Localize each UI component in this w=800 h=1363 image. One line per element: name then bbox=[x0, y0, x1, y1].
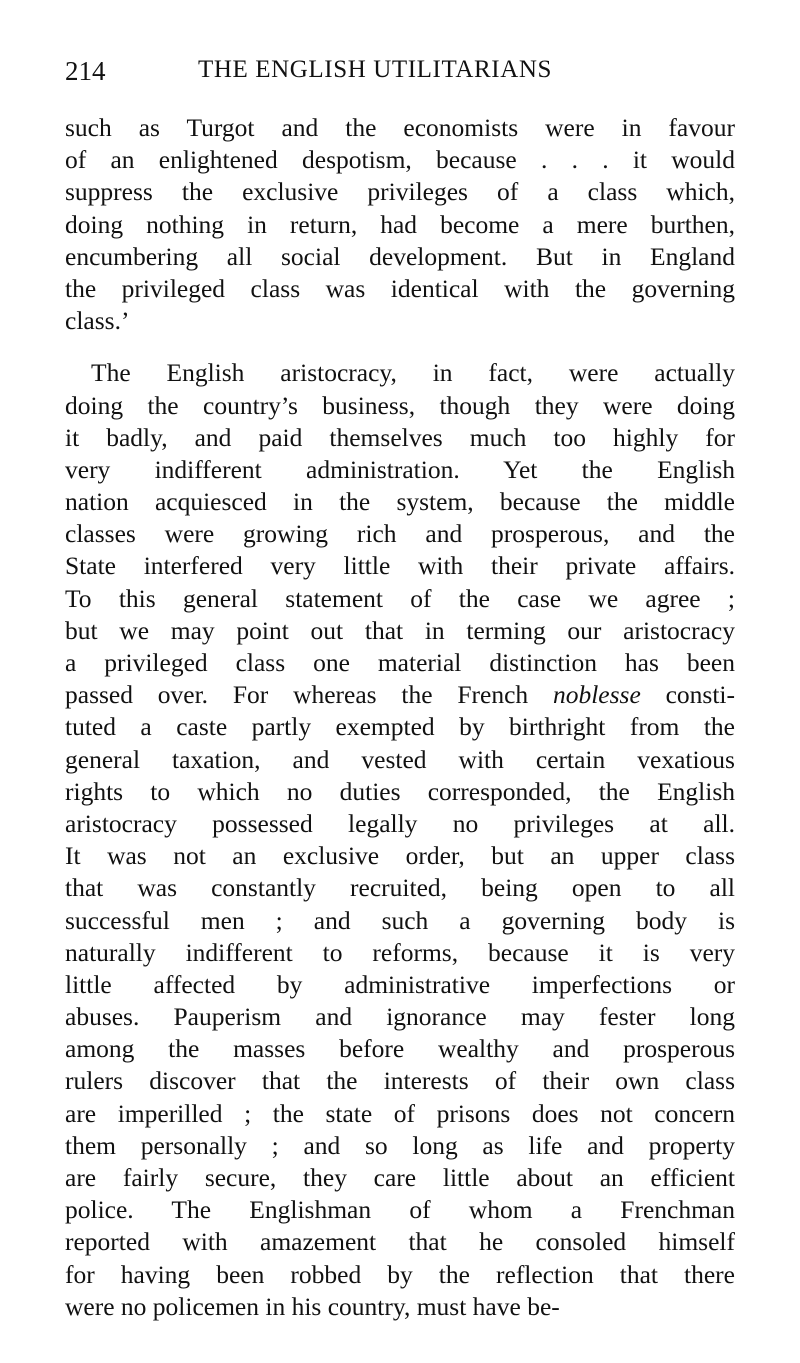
text-line: a privileged class one material distinction has been bbox=[65, 648, 735, 677]
italic-word: noblesse bbox=[552, 680, 641, 710]
text-line: doing nothing in return, had become a mere burthen, bbox=[65, 209, 735, 239]
text-line: rights to which no duties corresponded, the English bbox=[65, 776, 735, 806]
page-body bbox=[65, 112, 735, 1323]
text-line: encumbering all social development. But in England bbox=[65, 241, 735, 271]
text-line: little affected by administrative imperfections or bbox=[65, 969, 735, 999]
text-line: for having been robbed by the reflection that there bbox=[65, 1259, 735, 1289]
text-line: of an enlightened despotism, because . . . it would bbox=[65, 145, 735, 175]
text-line: State interfered very little with their private affairs. bbox=[65, 551, 735, 581]
text-line: It was not an exclusive order, but an upper class bbox=[65, 841, 735, 871]
running-title: THE ENGLISH UTILITARIANS bbox=[198, 56, 553, 83]
text-line: reported with amazement that he consoled himself bbox=[65, 1227, 735, 1257]
text-line: suppress the exclusive privileges of a class which, bbox=[65, 177, 735, 207]
text-line: very indifferent administration. Yet the English bbox=[65, 454, 735, 484]
text-segment: consti- bbox=[640, 680, 735, 710]
text-line: abuses. Pauperism and ignorance may fester long bbox=[65, 1002, 735, 1032]
page-number: 214 bbox=[65, 56, 106, 86]
text-line bbox=[65, 679, 735, 711]
text-line: that was constantly recruited, being open to all bbox=[65, 873, 735, 903]
paragraph bbox=[65, 357, 735, 1323]
text-line: among the masses before wealthy and prosperous bbox=[65, 1034, 735, 1064]
text-line: doing the country’s business, though they were doing bbox=[65, 390, 735, 420]
page-header bbox=[65, 56, 735, 96]
text-line: nation acquiesced in the system, because the middle bbox=[65, 487, 735, 517]
text-line: naturally indifferent to reforms, because it is very bbox=[65, 937, 735, 967]
text-line: the privileged class was identical with the governing bbox=[65, 273, 735, 303]
text-line: general taxation, and vested with certain vexatious bbox=[65, 744, 735, 774]
text-line: The English aristocracy, in fact, were actually bbox=[91, 358, 735, 388]
text-line: such as Turgot and the economists were in favour bbox=[65, 113, 735, 142]
text-line: them personally ; and so long as life and property bbox=[65, 1130, 735, 1160]
text-line: it badly, and paid themselves much too highly for bbox=[65, 422, 735, 452]
text-line: aristocracy possessed legally no privileges at all. bbox=[65, 808, 735, 838]
paragraph bbox=[65, 112, 735, 337]
text-line: police. The Englishman of whom a Frenchman bbox=[65, 1195, 735, 1225]
text-line: are imperilled ; the state of prisons does not concern bbox=[65, 1098, 735, 1128]
text-line: were no policemen in his country, must have be- bbox=[65, 1291, 560, 1321]
text-line: rulers discover that the interests of their own class bbox=[65, 1066, 735, 1096]
text-line: classes were growing rich and prosperous, and the bbox=[65, 519, 735, 549]
text-segment: passed over. For whereas the French bbox=[65, 680, 553, 710]
text-line: are fairly secure, they care little about an efficient bbox=[65, 1163, 735, 1192]
text-line: class.’ bbox=[65, 306, 130, 336]
text-line: but we may point out that in terming our aristocracy bbox=[65, 615, 735, 645]
text-line: tuted a caste partly exempted by birthright from the bbox=[65, 712, 735, 742]
text-line: successful men ; and such a governing body is bbox=[65, 905, 735, 935]
text-line: To this general statement of the case we agree ; bbox=[65, 583, 735, 613]
